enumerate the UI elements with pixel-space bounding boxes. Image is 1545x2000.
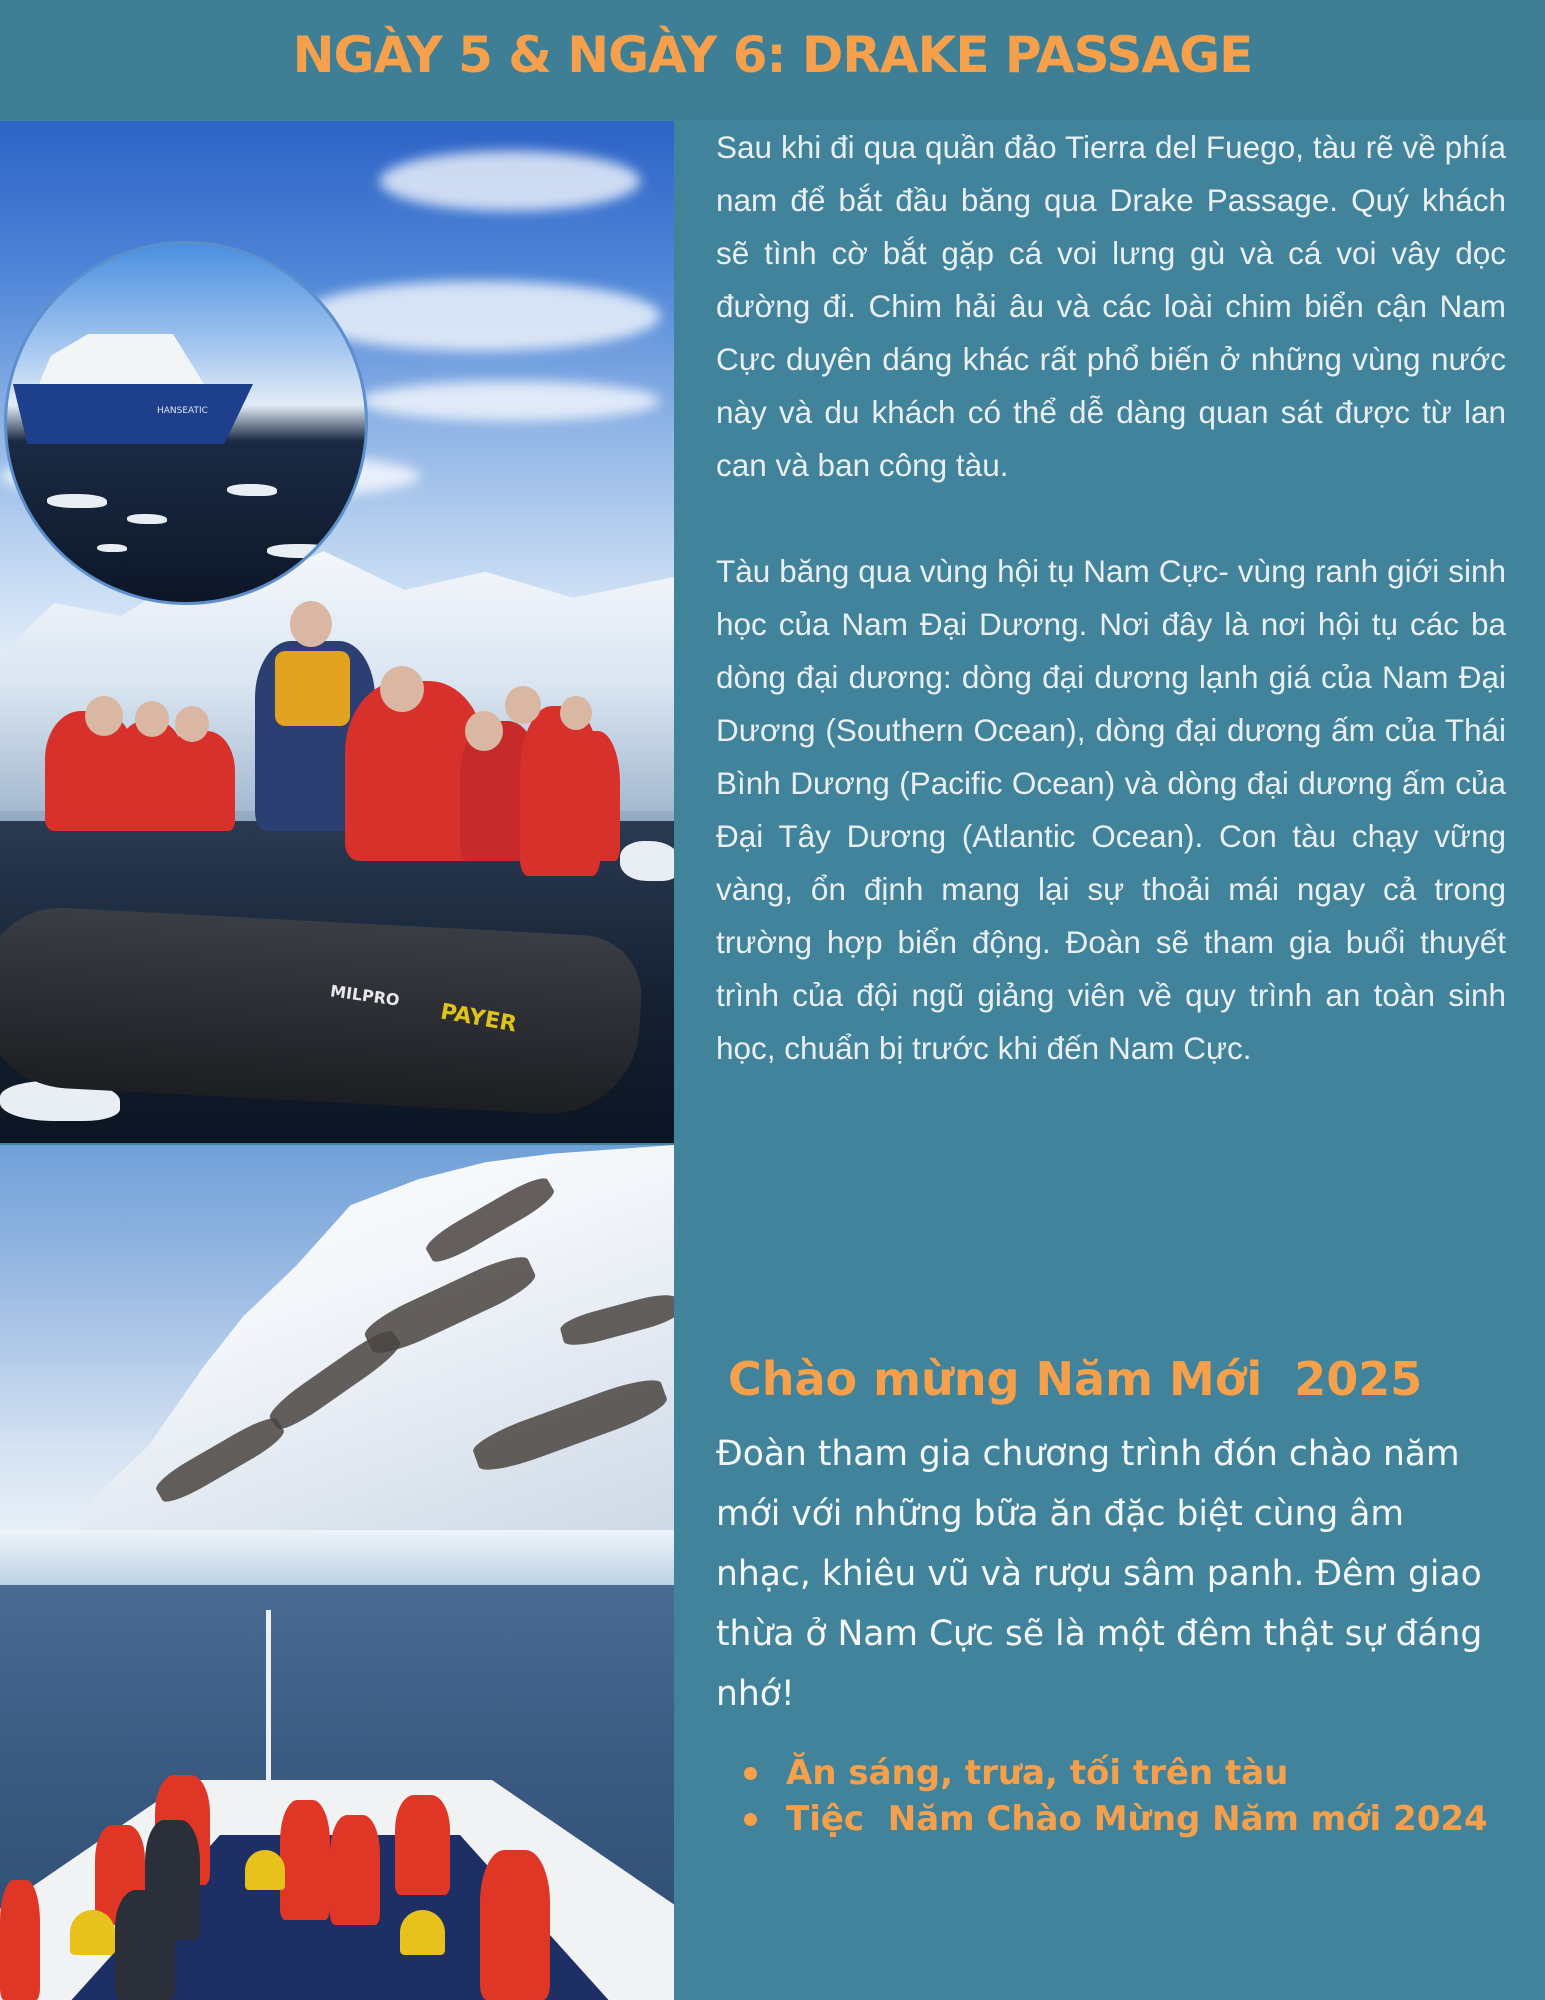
ship-name-label: HANSEATIC [157, 406, 208, 416]
list-item [740, 1796, 1488, 1842]
new-year-description: Đoàn tham gia chương trình đón chào năm mới với những bữa ăn đặc biệt cùng âm nhạc, khiêu vũ và rượu sâm panh. Đêm giao thừa ở Nam Cực sẽ là một đêm thật sự đáng nhớ! [716, 1434, 1483, 1714]
list-item [740, 1750, 1488, 1796]
new-year-heading: Chào mừng Năm Mới 2025 [728, 1352, 1423, 1406]
boat-brand-label: MILPRO [329, 981, 401, 1010]
bullet-icon [744, 1813, 757, 1826]
intro-paragraph-2: Tàu băng qua vùng hội tụ Nam Cực- vùng ranh giới sinh học của Nam Đại Dương. Nơi đây là nơi hội tụ các ba dòng đại dương: dòng đại dương lạnh giá của Nam Đại Dương (Southern Ocean), dòng đại dương ấm của Thái Bình Dương (Pacific Ocean) và dòng đại dương ấm của Đại Tây Dương (Atlantic Ocean). Con tàu chạy vững vàng, ổn định mang lại sự thoải mái ngay cả trong trường hợp biển động. Đoàn sẽ tham gia buổi thuyết trình của đội ngũ giảng viên về quy trình an toàn sinh học, chuẩn bị trước khi đến Nam Cực. [716, 553, 1506, 1066]
page-title: NGÀY 5 & NGÀY 6: DRAKE PASSAGE [292, 26, 1253, 84]
bullet-icon [744, 1767, 757, 1780]
list-item-label: Ăn sáng, trưa, tối trên tàu [786, 1753, 1289, 1793]
new-year-list [740, 1750, 1488, 1842]
intro-paragraph-1: Sau khi đi qua quần đảo Tierra del Fuego, tàu rẽ về phía nam để bắt đầu băng qua Drake Passage. Quý khách sẽ tình cờ bắt gặp cá voi lưng gù và cá voi vây dọc đường đi. Chim hải âu và các loài chim biển cận Nam Cực duyên dáng khác rất phổ biến ở những vùng nước này và du khách có thể dễ dàng quan sát được từ lan can và ban công tàu. [716, 129, 1506, 483]
antarctic-bow-photo [0, 1145, 674, 2000]
boat-brand-label-2: PAYER [438, 999, 519, 1038]
header-bar [0, 0, 1545, 120]
list-item-label: Tiệc Năm Chào Mừng Năm mới 2024 [786, 1799, 1488, 1839]
ship-inset-photo [4, 241, 368, 605]
zodiac-photo [0, 121, 674, 1143]
